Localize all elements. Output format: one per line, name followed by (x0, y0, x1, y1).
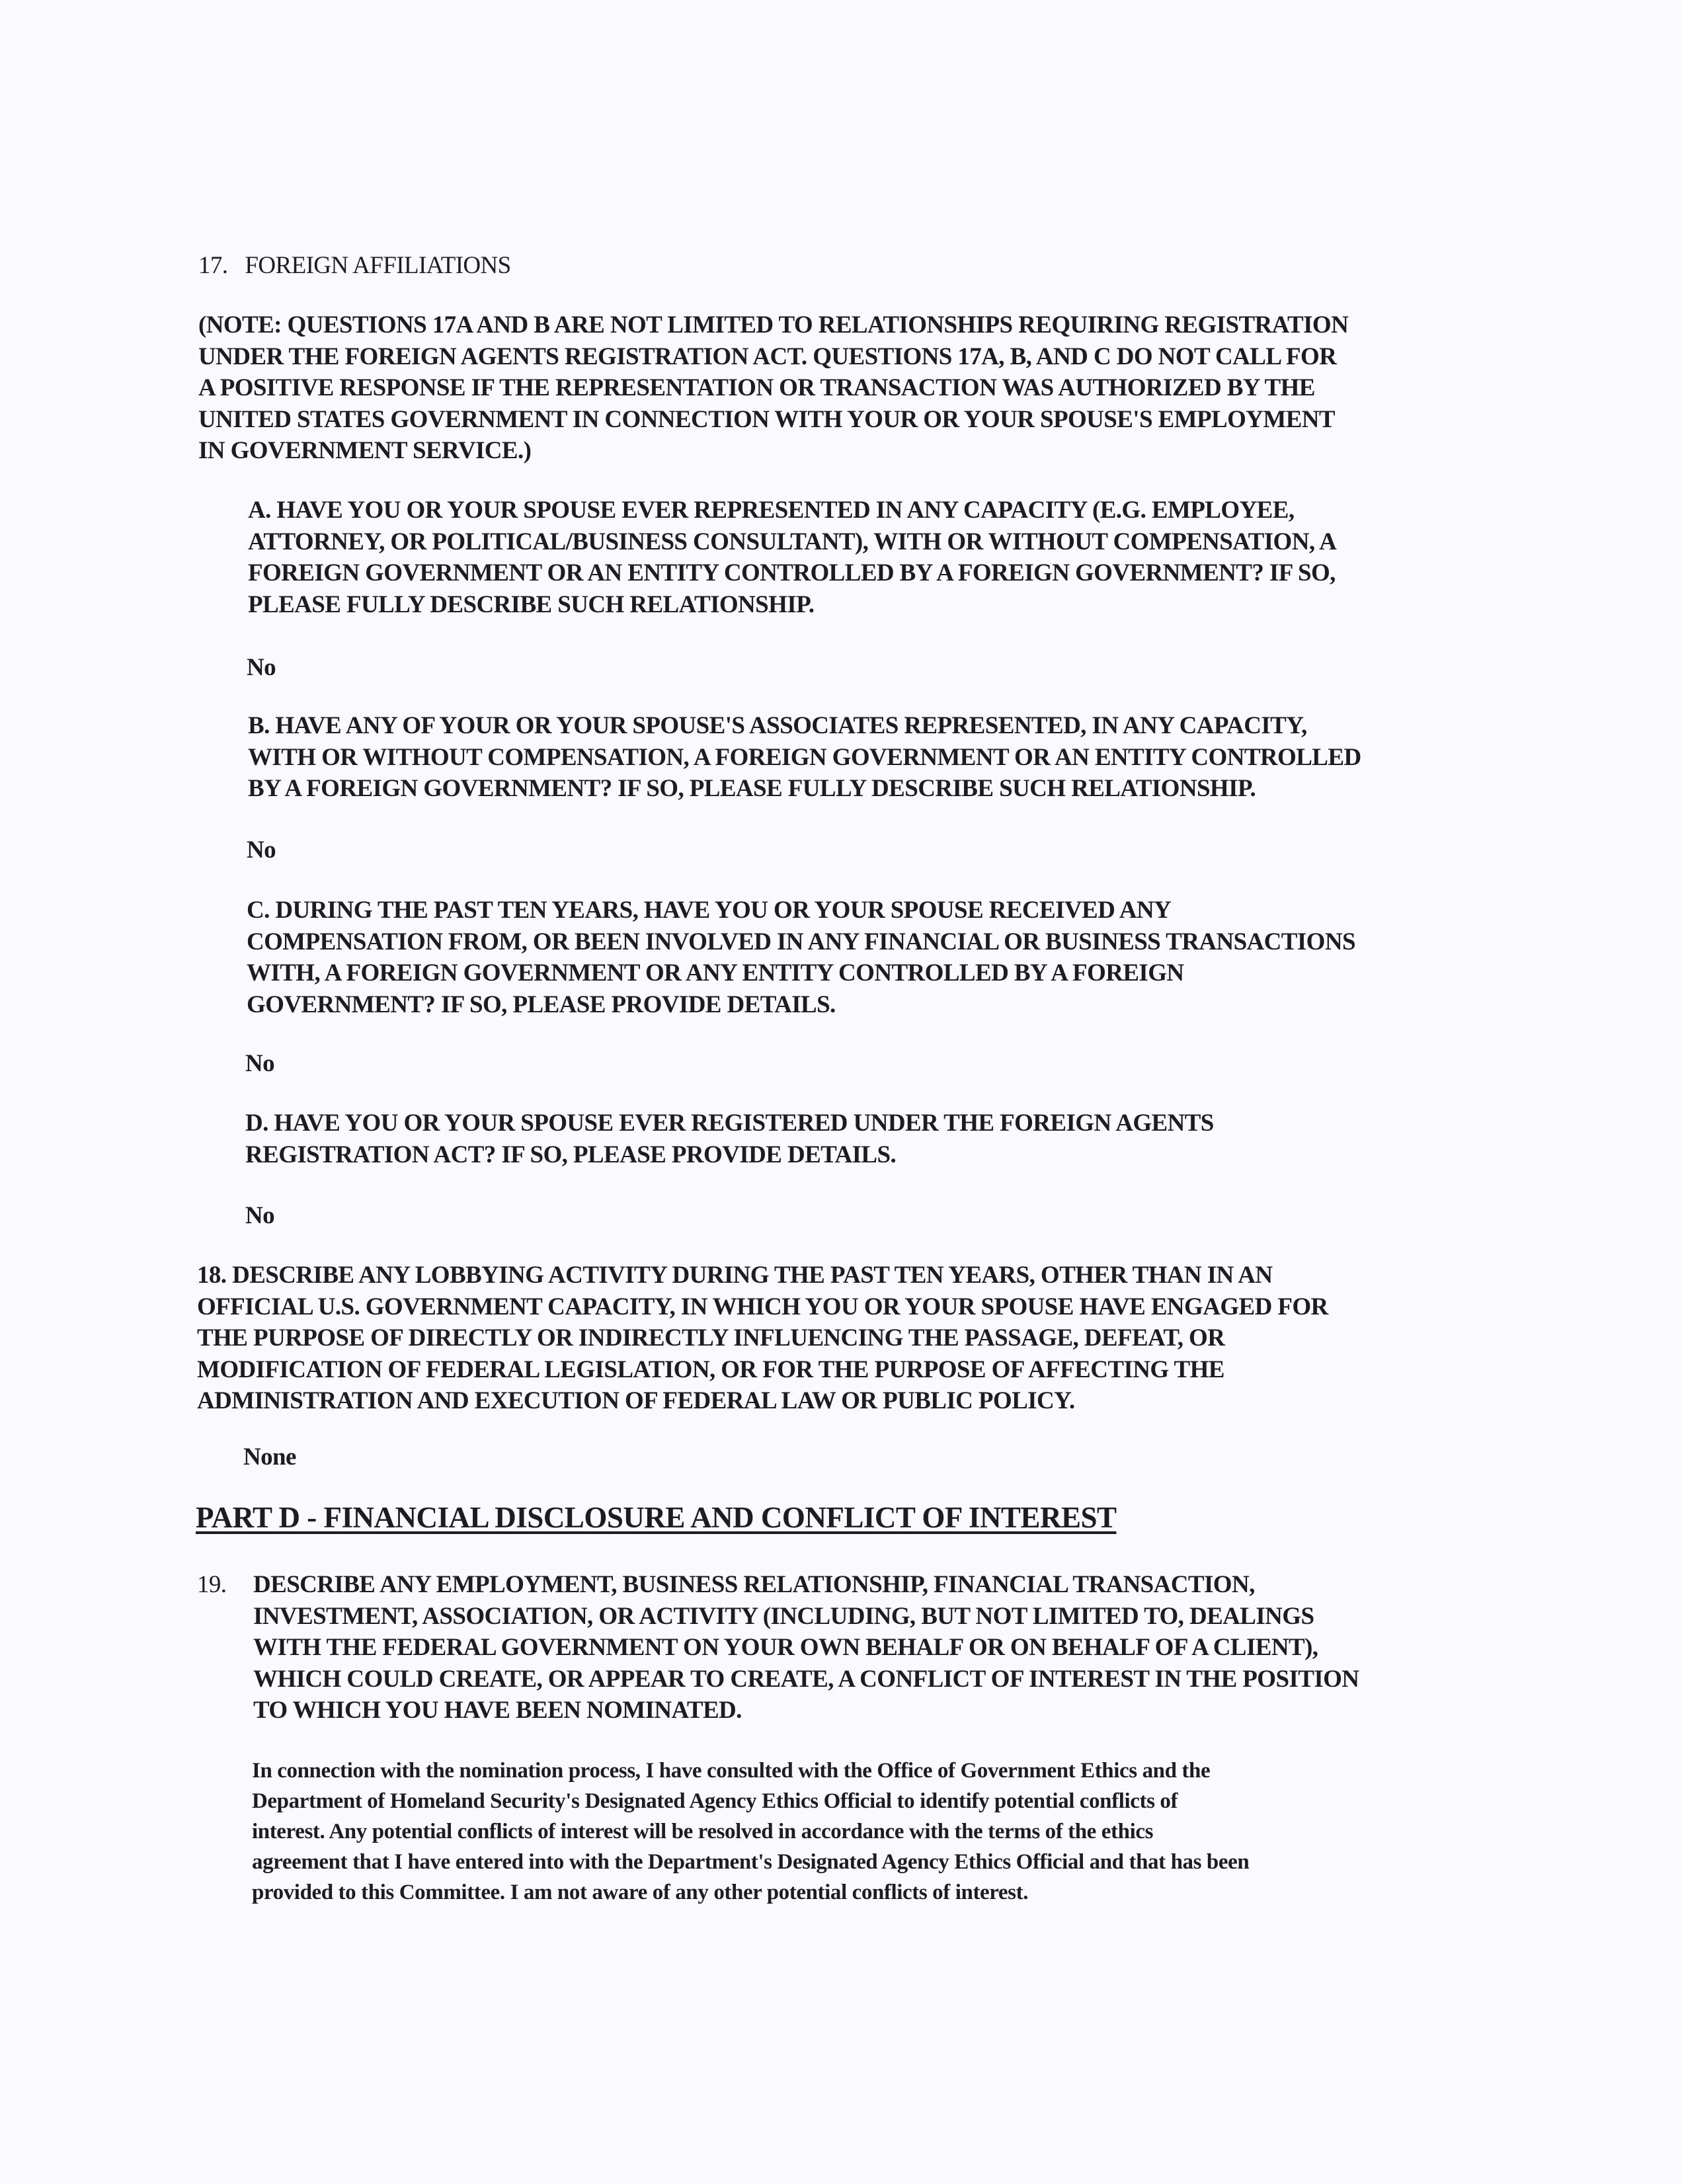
q17b-question (248, 710, 1361, 805)
question-line: THE PURPOSE OF DIRECTLY OR INDIRECTLY INFLUENCING THE PASSAGE, DEFEAT, OR (197, 1324, 1225, 1352)
question-line: INVESTMENT, ASSOCIATION, OR ACTIVITY (INCLUDING, BUT NOT LIMITED TO, DEALINGS (253, 1602, 1314, 1630)
answer-line: In connection with the nomination process, I have consulted with the Office of Government Ethics and the (252, 1759, 1211, 1783)
question-line: COMPENSATION FROM, OR BEEN INVOLVED IN ANY FINANCIAL OR BUSINESS TRANSACTIONS (247, 928, 1355, 955)
question-line: OFFICIAL U.S. GOVERNMENT CAPACITY, IN WHICH YOU OR YOUR SPOUSE HAVE ENGAGED FOR (197, 1293, 1328, 1320)
question-line: MODIFICATION OF FEDERAL LEGISLATION, OR FOR THE PURPOSE OF AFFECTING THE (197, 1355, 1224, 1383)
question-line: ATTORNEY, OR POLITICAL/BUSINESS CONSULTANT), WITH OR WITHOUT COMPENSATION, A (248, 528, 1337, 555)
question-line: PLEASE FULLY DESCRIBE SUCH RELATIONSHIP. (248, 590, 815, 618)
q17-note (198, 309, 1348, 467)
q19-answer (252, 1756, 1249, 1908)
question-line: WHICH COULD CREATE, OR APPEAR TO CREATE, A CONFLICT OF INTEREST IN THE POSITION (253, 1665, 1359, 1693)
answer-line: provided to this Committee. I am not aware of any other potential conflicts of interest. (252, 1881, 1029, 1904)
question-line: 18. DESCRIBE ANY LOBBYING ACTIVITY DURING THE PAST TEN YEARS, OTHER THAN IN AN (197, 1262, 1273, 1289)
question-line: FOREIGN GOVERNMENT OR AN ENTITY CONTROLLED BY A FOREIGN GOVERNMENT? IF SO, (248, 559, 1336, 586)
answer-line: Department of Homeland Security's Designated Agency Ethics Official to identify potential conflicts of (252, 1789, 1178, 1813)
question-line: TO WHICH YOU HAVE BEEN NOMINATED. (253, 1697, 742, 1724)
question-line: GOVERNMENT? IF SO, PLEASE PROVIDE DETAILS. (247, 991, 836, 1018)
question-line: BY A FOREIGN GOVERNMENT? IF SO, PLEASE FULLY DESCRIBE SUCH RELATIONSHIP. (248, 775, 1256, 802)
question-line: B. HAVE ANY OF YOUR OR YOUR SPOUSE'S ASSOCIATES REPRESENTED, IN ANY CAPACITY, (248, 712, 1307, 739)
part-d-heading: PART D - FINANCIAL DISCLOSURE AND CONFLICT OF INTEREST (196, 1501, 1117, 1534)
question-line: A. HAVE YOU OR YOUR SPOUSE EVER REPRESENTED IN ANY CAPACITY (E.G. EMPLOYEE, (248, 497, 1295, 524)
question-line: WITH OR WITHOUT COMPENSATION, A FOREIGN GOVERNMENT OR AN ENTITY CONTROLLED (248, 743, 1361, 771)
answer-line: agreement that I have entered into with the Department's Designated Agency Ethics Official and that has been (252, 1850, 1250, 1874)
q17d-answer: No (245, 1202, 275, 1229)
q17a-answer: No (247, 654, 276, 681)
question-line: DESCRIBE ANY EMPLOYMENT, BUSINESS RELATIONSHIP, FINANCIAL TRANSACTION, (253, 1571, 1255, 1598)
q17-number: 17. (198, 252, 228, 279)
q19-number: 19. (197, 1571, 227, 1598)
question-line: WITH THE FEDERAL GOVERNMENT ON YOUR OWN BEHALF OR ON BEHALF OF A CLIENT), (253, 1634, 1318, 1661)
question-line: REGISTRATION ACT? IF SO, PLEASE PROVIDE DETAILS. (245, 1141, 897, 1168)
question-line: D. HAVE YOU OR YOUR SPOUSE EVER REGISTERED UNDER THE FOREIGN AGENTS (245, 1110, 1214, 1137)
note-line: IN GOVERNMENT SERVICE.) (198, 437, 532, 464)
note-line: (NOTE: QUESTIONS 17A AND B ARE NOT LIMITED TO RELATIONSHIPS REQUIRING REGISTRATION (198, 311, 1349, 339)
question-line: ADMINISTRATION AND EXECUTION OF FEDERAL LAW OR PUBLIC POLICY. (197, 1387, 1075, 1414)
answer-line: interest. Any potential conflicts of interest will be resolved in accordance with the terms of the ethics (252, 1820, 1154, 1843)
q17b-answer: No (247, 836, 276, 864)
note-line: UNITED STATES GOVERNMENT IN CONNECTION WITH YOUR OR YOUR SPOUSE'S EMPLOYMENT (198, 405, 1336, 433)
q17-title: FOREIGN AFFILIATIONS (245, 252, 511, 279)
q17c-question (247, 895, 1355, 1020)
q17a-question (248, 495, 1336, 620)
question-line: WITH, A FOREIGN GOVERNMENT OR ANY ENTITY CONTROLLED BY A FOREIGN (247, 959, 1184, 987)
q18-answer: None (243, 1443, 296, 1471)
q17c-answer: No (245, 1050, 275, 1077)
q17d-question (245, 1108, 1214, 1170)
note-line: UNDER THE FOREIGN AGENTS REGISTRATION ACT. QUESTIONS 17A, B, AND C DO NOT CALL FOR (198, 343, 1337, 370)
q17-heading (198, 250, 511, 282)
q19-question (253, 1569, 1359, 1726)
question-line: C. DURING THE PAST TEN YEARS, HAVE YOU OR YOUR SPOUSE RECEIVED ANY (247, 897, 1172, 924)
note-line: A POSITIVE RESPONSE IF THE REPRESENTATION OR TRANSACTION WAS AUTHORIZED BY THE (198, 374, 1315, 401)
q18-question (197, 1260, 1328, 1417)
